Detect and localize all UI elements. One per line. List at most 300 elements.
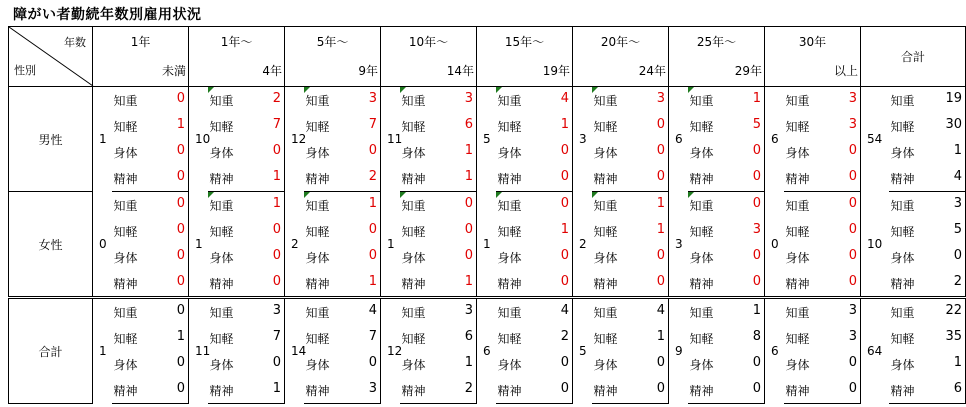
breakdown-cell[interactable]: [496, 192, 573, 219]
breakdown-cell[interactable]: [304, 218, 381, 244]
breakdown-cell[interactable]: [208, 270, 285, 298]
breakdown-cell[interactable]: [400, 139, 477, 165]
category-label: 知重: [497, 94, 522, 108]
column-header-bottom[interactable]: 29年: [669, 55, 765, 86]
breakdown-row: [784, 218, 861, 244]
category-label: 知重: [209, 94, 234, 108]
breakdown-cell[interactable]: [208, 244, 285, 270]
category-value: 0: [752, 381, 762, 396]
category-label: 身体: [113, 146, 138, 160]
breakdown-row: [784, 377, 861, 403]
category-label: 身体: [497, 251, 522, 265]
group-count[interactable]: 10: [195, 132, 211, 147]
breakdown-row: [304, 270, 381, 296]
category-label: 身体: [890, 146, 915, 160]
breakdown-cell[interactable]: [208, 192, 285, 219]
category-value: 7: [368, 329, 378, 344]
total-count[interactable]: 54: [867, 132, 883, 147]
breakdown-cell[interactable]: [112, 298, 189, 326]
breakdown-cell[interactable]: [592, 325, 669, 351]
category-value: 0: [656, 274, 666, 289]
group-count[interactable]: 12: [381, 298, 400, 404]
category-label: 知軽: [401, 225, 426, 239]
breakdown-cell[interactable]: [784, 192, 861, 219]
breakdown-cell[interactable]: [304, 87, 381, 114]
category-value: 0: [560, 248, 570, 263]
total-column-header[interactable]: 合計: [861, 27, 966, 87]
total-breakdown-cell[interactable]: [889, 298, 966, 326]
group-count[interactable]: 3: [579, 132, 587, 147]
breakdown-cell[interactable]: [592, 377, 669, 404]
breakdown-row: [784, 139, 861, 165]
column-header-bottom[interactable]: 4年: [189, 55, 285, 86]
breakdown-cell[interactable]: [304, 351, 381, 377]
group-count[interactable]: 0: [771, 236, 779, 251]
column-header-bottom[interactable]: 14年: [381, 55, 477, 86]
category-label: 精神: [785, 384, 810, 398]
category-label: 精神: [497, 172, 522, 186]
category-value: 0: [176, 248, 186, 263]
breakdown-cell[interactable]: [592, 192, 669, 219]
total-count[interactable]: 10: [867, 236, 883, 251]
total-breakdown-cell[interactable]: [889, 325, 966, 351]
breakdown-row: [304, 218, 381, 244]
breakdown-cell[interactable]: [112, 218, 189, 244]
breakdown-cell[interactable]: [784, 244, 861, 270]
group-count[interactable]: 11: [189, 298, 208, 404]
breakdown-row: [496, 87, 573, 113]
breakdown-row: [400, 270, 477, 296]
column-header-top[interactable]: 1年～: [189, 27, 285, 56]
breakdown-cell[interactable]: [112, 139, 189, 165]
breakdown-cell[interactable]: [208, 165, 285, 192]
category-value: 0: [848, 169, 858, 184]
category-value: 2: [560, 329, 570, 344]
breakdown-cell[interactable]: [784, 218, 861, 244]
total-breakdown-cell[interactable]: [889, 87, 966, 114]
breakdown-cell[interactable]: [688, 325, 765, 351]
column-header-top[interactable]: 20年～: [573, 27, 669, 56]
category-value: 0: [848, 248, 858, 263]
breakdown-cell[interactable]: [112, 325, 189, 351]
breakdown-cell[interactable]: [688, 113, 765, 139]
group-count[interactable]: 3: [675, 236, 683, 251]
category-label: 精神: [689, 384, 714, 398]
category-value: 3: [464, 303, 474, 318]
category-value: 1: [560, 117, 570, 132]
category-label: 身体: [497, 358, 522, 372]
category-value: 6: [464, 329, 474, 344]
category-value: 22: [945, 303, 963, 318]
category-label: 精神: [593, 172, 618, 186]
category-label: 精神: [785, 172, 810, 186]
breakdown-cell[interactable]: [496, 351, 573, 377]
category-label: 知軽: [305, 120, 330, 134]
category-label: 身体: [593, 251, 618, 265]
breakdown-cell[interactable]: [208, 351, 285, 377]
column-header-top[interactable]: 5年～: [285, 27, 381, 56]
breakdown-row: [112, 165, 189, 191]
category-label: 身体: [785, 251, 810, 265]
group-count[interactable]: 6: [477, 298, 496, 404]
breakdown-cell[interactable]: [208, 298, 285, 326]
column-header-bottom[interactable]: 未満: [93, 55, 189, 86]
total-breakdown-cell[interactable]: [889, 192, 966, 219]
group-count[interactable]: 1: [195, 236, 203, 251]
category-value: 1: [953, 143, 963, 158]
breakdown-row: [304, 244, 381, 270]
breakdown-row: [112, 218, 189, 244]
category-label: 知重: [113, 94, 138, 108]
breakdown-cell[interactable]: [496, 113, 573, 139]
breakdown-row: [208, 165, 285, 191]
group-count[interactable]: 14: [285, 298, 304, 404]
breakdown-cell[interactable]: [400, 192, 477, 219]
breakdown-cell[interactable]: [400, 325, 477, 351]
breakdown-row: [400, 192, 477, 218]
breakdown-cell[interactable]: [688, 298, 765, 326]
breakdown-row: [208, 270, 285, 296]
category-value: 0: [464, 248, 474, 263]
category-value: 0: [752, 169, 762, 184]
breakdown-row: [208, 113, 285, 139]
breakdown-cell[interactable]: [304, 270, 381, 298]
category-label: 精神: [593, 384, 618, 398]
category-value: 0: [953, 248, 963, 263]
category-value: 0: [560, 196, 570, 211]
category-value: 0: [848, 222, 858, 237]
breakdown-cell[interactable]: [208, 113, 285, 139]
breakdown-cell[interactable]: [496, 218, 573, 244]
category-value: 0: [848, 381, 858, 396]
category-label: 知軽: [305, 332, 330, 346]
breakdown-row: [112, 377, 189, 403]
category-label: 身体: [305, 146, 330, 160]
breakdown-cell[interactable]: [400, 377, 477, 404]
row-label[interactable]: 男性: [9, 87, 93, 192]
breakdown-cell[interactable]: [688, 377, 765, 404]
group-count[interactable]: 1: [387, 236, 395, 251]
column-header-top[interactable]: 30年: [765, 27, 861, 56]
breakdown-row: [496, 113, 573, 139]
total-count[interactable]: 64: [861, 298, 889, 404]
group-count[interactable]: 1: [99, 132, 107, 147]
column-header-top[interactable]: 15年～: [477, 27, 573, 56]
breakdown-cell[interactable]: [688, 270, 765, 298]
category-label: 精神: [209, 172, 234, 186]
category-label: 知軽: [113, 120, 138, 134]
group-count[interactable]: 9: [669, 298, 688, 404]
group-count[interactable]: 1: [93, 298, 112, 404]
column-header-top[interactable]: 25年～: [669, 27, 765, 56]
breakdown-cell[interactable]: [400, 351, 477, 377]
breakdown-cell[interactable]: [688, 218, 765, 244]
breakdown-row: [889, 165, 966, 191]
category-label: 知軽: [785, 332, 810, 346]
category-label: 知重: [113, 199, 138, 213]
breakdown-row: [784, 113, 861, 139]
total-breakdown-cell[interactable]: [889, 244, 966, 270]
category-label: 精神: [401, 384, 426, 398]
breakdown-cell[interactable]: [688, 351, 765, 377]
category-value: 0: [560, 381, 570, 396]
category-label: 知軽: [401, 332, 426, 346]
total-breakdown-cell[interactable]: [889, 270, 966, 298]
column-header-bottom[interactable]: 以上: [765, 55, 861, 86]
breakdown-cell[interactable]: [304, 165, 381, 192]
category-label: 知軽: [593, 332, 618, 346]
category-value: 1: [656, 222, 666, 237]
breakdown-cell[interactable]: [400, 244, 477, 270]
breakdown-row: [112, 325, 189, 351]
breakdown-cell[interactable]: [400, 165, 477, 192]
category-value: 4: [560, 303, 570, 318]
breakdown-cell[interactable]: [208, 325, 285, 351]
category-value: 3: [656, 91, 666, 106]
category-label: 知軽: [785, 120, 810, 134]
category-value: 0: [272, 143, 282, 158]
category-value: 1: [560, 222, 570, 237]
breakdown-cell[interactable]: [400, 218, 477, 244]
breakdown-cell[interactable]: [112, 87, 189, 114]
breakdown-cell[interactable]: [784, 270, 861, 298]
breakdown-row: [592, 351, 669, 377]
total-breakdown-cell[interactable]: [889, 351, 966, 377]
breakdown-cell[interactable]: [784, 165, 861, 192]
total-breakdown-cell[interactable]: [889, 139, 966, 165]
category-value: 0: [368, 143, 378, 158]
breakdown-cell[interactable]: [496, 377, 573, 404]
breakdown-cell[interactable]: [304, 139, 381, 165]
breakdown-cell[interactable]: [496, 87, 573, 114]
breakdown-cell[interactable]: [400, 87, 477, 114]
breakdown-cell[interactable]: [400, 270, 477, 298]
category-label: 知重: [401, 199, 426, 213]
breakdown-cell[interactable]: [112, 244, 189, 270]
category-label: 知重: [497, 199, 522, 213]
breakdown-row: [208, 192, 285, 218]
breakdown-cell[interactable]: [592, 165, 669, 192]
group-count[interactable]: 6: [771, 132, 779, 147]
category-label: 身体: [113, 251, 138, 265]
category-value: 4: [953, 169, 963, 184]
breakdown-row: [688, 165, 765, 191]
breakdown-cell[interactable]: [112, 165, 189, 192]
breakdown-cell[interactable]: [208, 87, 285, 114]
total-breakdown-cell[interactable]: [889, 218, 966, 244]
breakdown-row: [688, 192, 765, 218]
category-value: 0: [848, 274, 858, 289]
breakdown-row: [688, 218, 765, 244]
breakdown-cell[interactable]: [496, 139, 573, 165]
category-label: 身体: [305, 251, 330, 265]
breakdown-cell[interactable]: [304, 298, 381, 326]
category-label: 知重: [305, 199, 330, 213]
category-label: 知軽: [890, 120, 915, 134]
category-label: 知重: [890, 94, 915, 108]
category-value: 7: [368, 117, 378, 132]
breakdown-cell[interactable]: [688, 139, 765, 165]
breakdown-cell[interactable]: [208, 377, 285, 404]
category-label: 身体: [497, 146, 522, 160]
breakdown-cell[interactable]: [112, 113, 189, 139]
category-value: 3: [752, 222, 762, 237]
breakdown-row: [889, 244, 966, 270]
category-value: 2: [368, 169, 378, 184]
category-label: 知軽: [593, 225, 618, 239]
category-label: 知重: [785, 199, 810, 213]
breakdown-cell[interactable]: [688, 192, 765, 219]
breakdown-cell[interactable]: [112, 192, 189, 219]
category-value: 3: [464, 91, 474, 106]
category-value: 3: [848, 117, 858, 132]
category-value: 0: [752, 143, 762, 158]
breakdown-cell[interactable]: [592, 244, 669, 270]
breakdown-cell[interactable]: [784, 298, 861, 326]
column-header-bottom[interactable]: 9年: [285, 55, 381, 86]
category-value: 2: [464, 381, 474, 396]
breakdown-cell[interactable]: [784, 325, 861, 351]
category-value: 0: [848, 355, 858, 370]
group-count[interactable]: 12: [291, 132, 307, 147]
breakdown-cell[interactable]: [688, 165, 765, 192]
breakdown-cell[interactable]: [784, 377, 861, 404]
row-label[interactable]: 女性: [9, 192, 93, 298]
breakdown-cell[interactable]: [496, 244, 573, 270]
category-label: 知軽: [401, 120, 426, 134]
breakdown-cell[interactable]: [304, 113, 381, 139]
breakdown-cell[interactable]: [592, 139, 669, 165]
category-label: 知軽: [593, 120, 618, 134]
group-count[interactable]: 6: [675, 132, 683, 147]
breakdown-cell[interactable]: [304, 325, 381, 351]
category-value: 1: [464, 355, 474, 370]
group-count[interactable]: 6: [765, 298, 784, 404]
breakdown-cell[interactable]: [112, 270, 189, 298]
breakdown-cell[interactable]: [784, 351, 861, 377]
group-count[interactable]: 2: [579, 236, 587, 251]
breakdown-row: [688, 377, 765, 403]
breakdown-cell[interactable]: [688, 87, 765, 114]
breakdown-row: [784, 244, 861, 270]
total-breakdown-cell[interactable]: [889, 113, 966, 139]
category-value: 1: [272, 381, 282, 396]
category-label: 身体: [689, 251, 714, 265]
category-label: 身体: [113, 358, 138, 372]
breakdown-cell[interactable]: [592, 298, 669, 326]
breakdown-cell[interactable]: [784, 113, 861, 139]
corner-header-cell[interactable]: [9, 27, 93, 87]
category-value: 0: [176, 303, 186, 318]
breakdown-row: [208, 377, 285, 403]
breakdown-row: [400, 377, 477, 403]
column-header-bottom[interactable]: 19年: [477, 55, 573, 86]
breakdown-cell[interactable]: [304, 192, 381, 219]
breakdown-row: [889, 113, 966, 139]
breakdown-cell[interactable]: [784, 87, 861, 114]
category-label: 知軽: [113, 332, 138, 346]
category-label: 知軽: [113, 225, 138, 239]
category-label: 知軽: [497, 120, 522, 134]
group-count[interactable]: 5: [483, 132, 491, 147]
breakdown-cell[interactable]: [592, 218, 669, 244]
breakdown-row: [304, 299, 381, 325]
group-count[interactable]: 2: [291, 236, 299, 251]
breakdown-row: [889, 299, 966, 325]
category-value: 0: [848, 196, 858, 211]
category-value: 0: [272, 274, 282, 289]
breakdown-cell[interactable]: [688, 244, 765, 270]
category-value: 0: [656, 117, 666, 132]
breakdown-row: [592, 87, 669, 113]
breakdown-row: [208, 244, 285, 270]
breakdown-row: [208, 299, 285, 325]
group-count[interactable]: 11: [387, 132, 403, 147]
breakdown-row: [688, 351, 765, 377]
total-breakdown-cell[interactable]: [889, 165, 966, 192]
category-label: 知重: [305, 94, 330, 108]
group-count[interactable]: 1: [483, 236, 491, 251]
category-label: 身体: [890, 251, 915, 265]
category-label: 精神: [890, 277, 915, 291]
category-label: 知重: [689, 94, 714, 108]
breakdown-row: [112, 270, 189, 296]
breakdown-cell[interactable]: [112, 351, 189, 377]
category-label: 身体: [785, 358, 810, 372]
category-value: 5: [953, 222, 963, 237]
total-breakdown-cell[interactable]: [889, 377, 966, 404]
category-value: 1: [752, 303, 762, 318]
breakdown-cell[interactable]: [304, 377, 381, 404]
breakdown-cell[interactable]: [400, 298, 477, 326]
category-value: 5: [752, 117, 762, 132]
breakdown-cell[interactable]: [592, 351, 669, 377]
breakdown-cell[interactable]: [208, 139, 285, 165]
breakdown-cell[interactable]: [592, 113, 669, 139]
breakdown-row: [112, 192, 189, 218]
breakdown-row: [208, 218, 285, 244]
row-label[interactable]: 合計: [9, 298, 93, 404]
category-label: 精神: [593, 277, 618, 291]
category-value: 3: [848, 91, 858, 106]
breakdown-row: [400, 113, 477, 139]
group-count[interactable]: 0: [99, 236, 107, 251]
category-label: 身体: [209, 358, 234, 372]
column-header-top[interactable]: 10年～: [381, 27, 477, 56]
category-label: 身体: [593, 358, 618, 372]
category-value: 4: [368, 303, 378, 318]
breakdown-cell[interactable]: [784, 139, 861, 165]
breakdown-row: [889, 139, 966, 165]
category-value: 2: [953, 274, 963, 289]
breakdown-cell[interactable]: [496, 298, 573, 326]
column-header-top[interactable]: 1年: [93, 27, 189, 56]
breakdown-cell[interactable]: [400, 113, 477, 139]
group-count[interactable]: 5: [573, 298, 592, 404]
category-value: 19: [945, 91, 963, 106]
breakdown-cell[interactable]: [304, 244, 381, 270]
breakdown-cell[interactable]: [496, 270, 573, 298]
category-value: 0: [656, 143, 666, 158]
breakdown-cell[interactable]: [592, 87, 669, 114]
breakdown-row: [784, 165, 861, 191]
breakdown-cell[interactable]: [496, 325, 573, 351]
breakdown-cell[interactable]: [496, 165, 573, 192]
column-header-bottom[interactable]: 24年: [573, 55, 669, 86]
breakdown-cell[interactable]: [208, 218, 285, 244]
breakdown-cell[interactable]: [592, 270, 669, 298]
breakdown-cell[interactable]: [112, 377, 189, 404]
